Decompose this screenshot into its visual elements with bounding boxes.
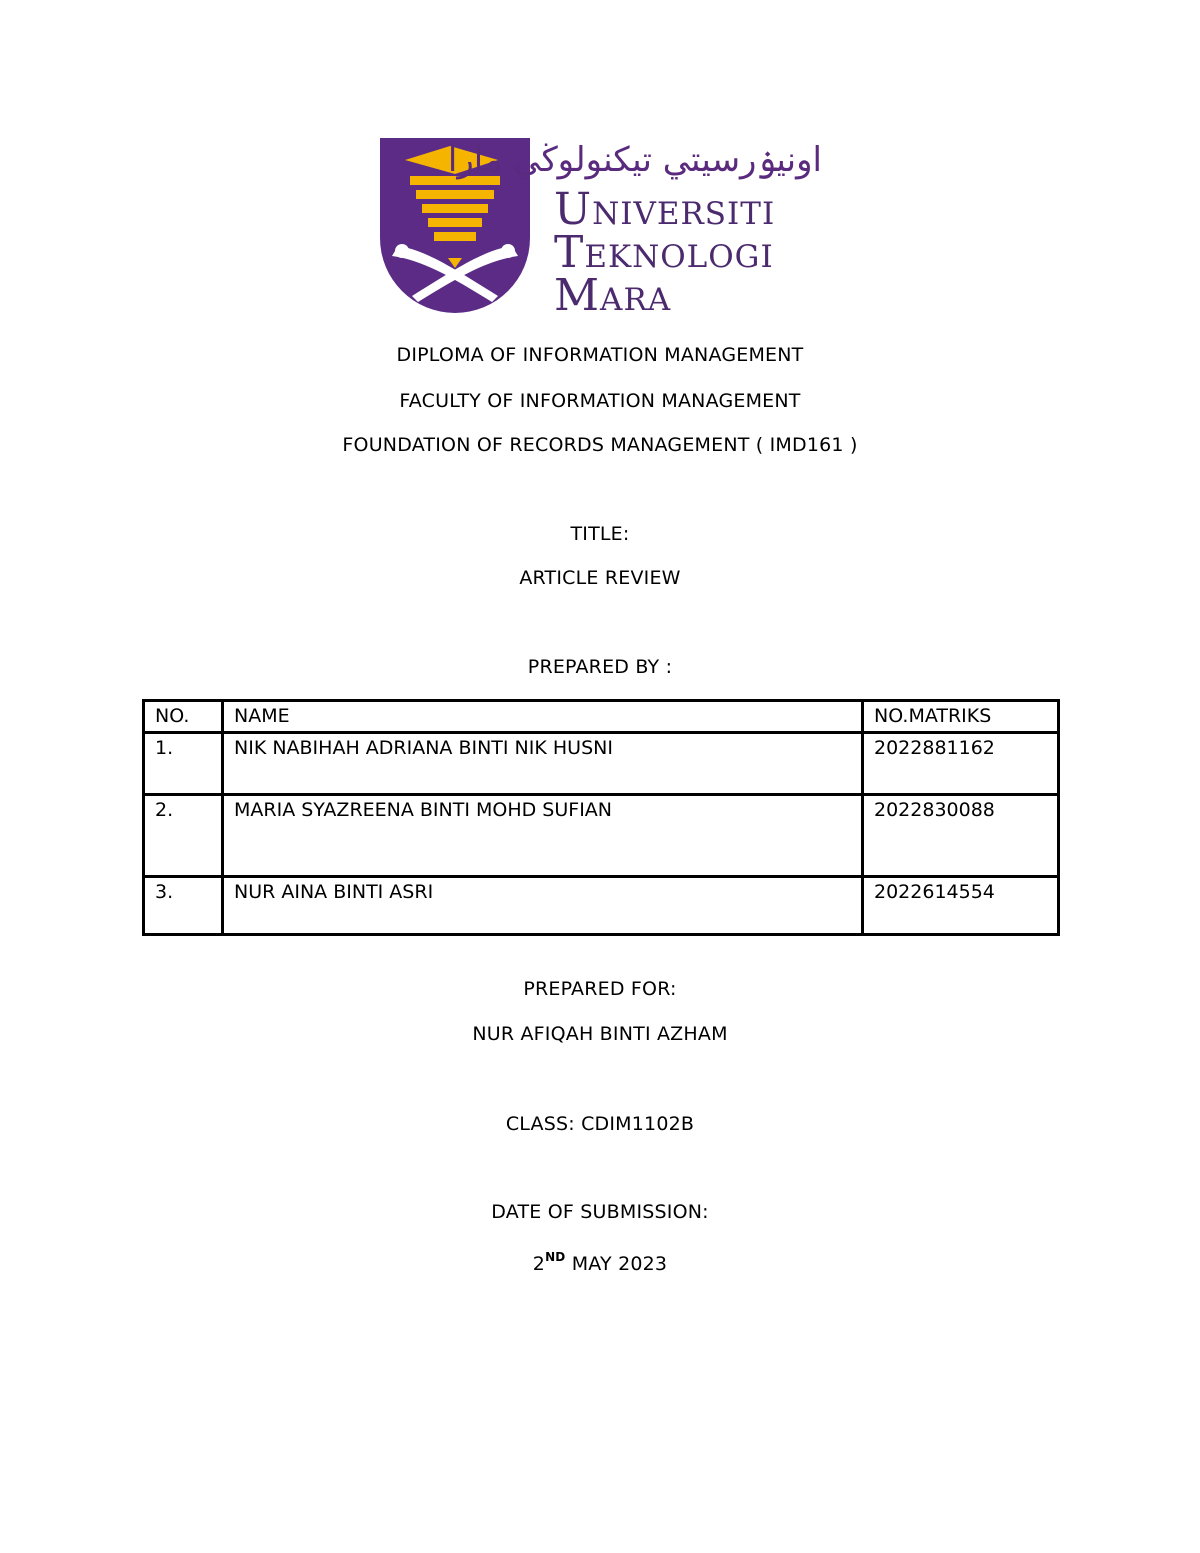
row-matriks: 2022614554 [863,877,1059,935]
prepared-by-label: PREPARED BY : [527,656,673,678]
logo-jawi-text: اونيۏرسيتي تيكنولوڬي مارا [447,140,822,180]
row-name: NIK NABIHAH ADRIANA BINTI NIK HUSNI [223,733,863,795]
table-row [144,733,1059,795]
submission-date [0,1245,1200,1276]
faculty-heading: FACULTY OF INFORMATION MANAGEMENT [399,390,801,412]
course-heading: FOUNDATION OF RECORDS MANAGEMENT ( IMD161 ) [342,434,858,456]
title-label: TITLE: [570,523,630,545]
members-table [142,699,1060,936]
submission-day-suffix: ND [545,1250,566,1264]
submission-label: DATE OF SUBMISSION: [491,1201,709,1223]
logo-name-line2: Teknologi [554,227,774,278]
column-header-matriks: NO.MATRIKS [863,701,1059,733]
table-header-row [144,701,1059,733]
row-no: 1. [144,733,223,795]
column-header-name: NAME [223,701,863,733]
column-header-no: NO. [144,701,223,733]
logo-name-line3: Mara [554,270,672,321]
programme-heading: DIPLOMA OF INFORMATION MANAGEMENT [396,344,804,366]
table-row [144,795,1059,877]
row-name: MARIA SYAZREENA BINTI MOHD SUFIAN [223,795,863,877]
row-name: NUR AINA BINTI ASRI [223,877,863,935]
row-no: 3. [144,877,223,935]
prepared-for-label: PREPARED FOR: [523,978,677,1000]
table-row [144,877,1059,935]
title-value: ARTICLE REVIEW [519,567,681,589]
class-line: CLASS: CDIM1102B [505,1113,695,1135]
university-logo [380,138,830,321]
logo-name-line1: Universiti [554,184,776,235]
submission-day: 2 [532,1253,546,1275]
prepared-for-name: NUR AFIQAH BINTI AZHAM [472,1023,728,1045]
row-matriks: 2022881162 [863,733,1059,795]
submission-month-year: MAY 2023 [565,1253,668,1275]
row-no: 2. [144,795,223,877]
row-matriks: 2022830088 [863,795,1059,877]
